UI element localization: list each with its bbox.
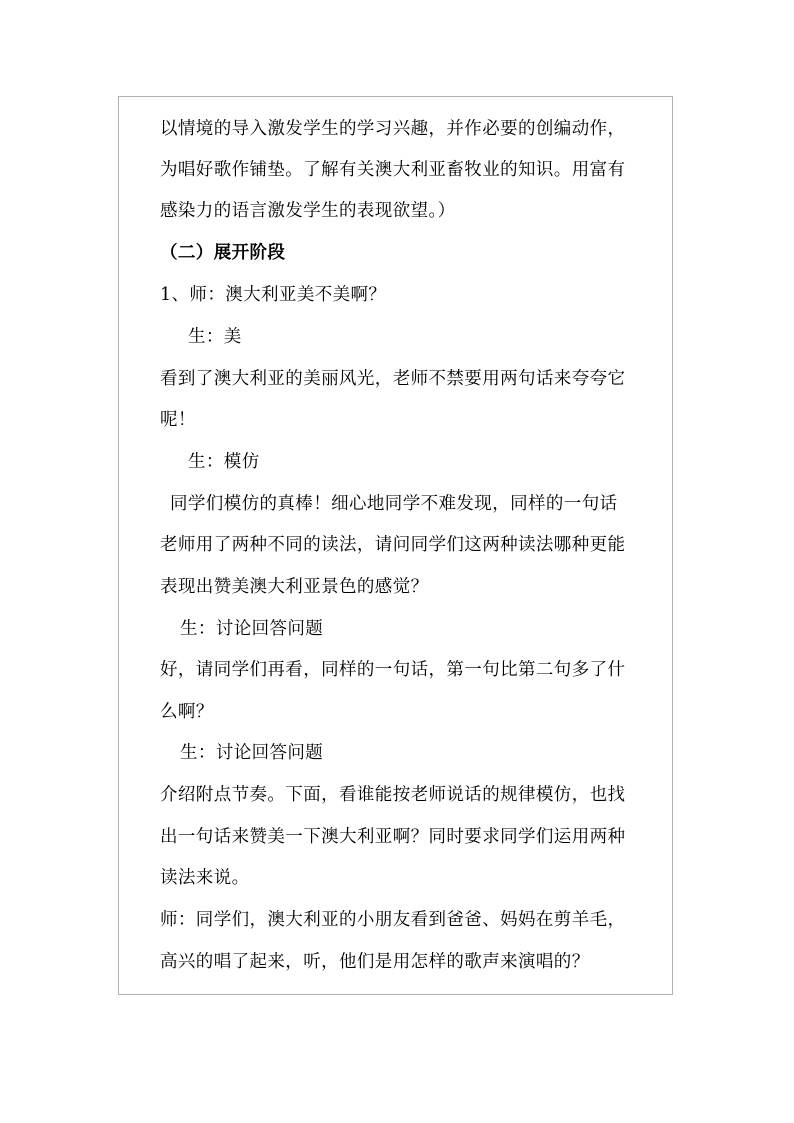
text-line: 么啊？ [160,702,214,722]
text-line: 生：讨论回答问题 [180,743,324,763]
text-line: 同学们模仿的真棒！细心地同学不难发现，同样的一句话 [170,494,618,514]
text-line: 1、师：澳大利亚美不美啊？ [160,285,387,305]
text-line: 出一句话来赞美一下澳大利亚啊？同时要求同学们运用两种 [160,827,626,847]
section-heading: （二）展开阶段 [160,243,286,263]
text-line: 生：模仿 [188,452,260,472]
text-line: 为唱好歌作铺垫。了解有关澳大利亚畜牧业的知识。用富有 [160,160,626,180]
text-line: 生：讨论回答问题 [180,619,324,639]
text-line: 老师用了两种不同的读法，请问同学们这两种读法哪种更能 [160,535,626,555]
text-line: 以情境的导入激发学生的学习兴趣，并作必要的创编动作， [160,119,626,139]
text-line: 生：美 [188,327,242,347]
text-line: 师：同学们，澳大利亚的小朋友看到爸爸、妈妈在剪羊毛， [160,910,626,930]
text-line: 介绍附点节奏。下面，看谁能按老师说话的规律模仿，也找 [160,785,626,805]
text-line: 好，请同学们再看，同样的一句话，第一句比第二句多了什 [160,660,626,680]
text-line: 看到了澳大利亚的美丽风光，老师不禁要用两句话来夸夸它 [160,369,626,389]
text-line: 高兴的唱了起来，听，他们是用怎样的歌声来演唱的？ [160,952,590,972]
text-line: 感染力的语言激发学生的表现欲望。） [160,201,456,221]
text-line: 呢！ [160,410,196,430]
text-line: 读法来说。 [160,868,250,888]
text-line: 表现出赞美澳大利亚景色的感觉？ [160,577,429,597]
